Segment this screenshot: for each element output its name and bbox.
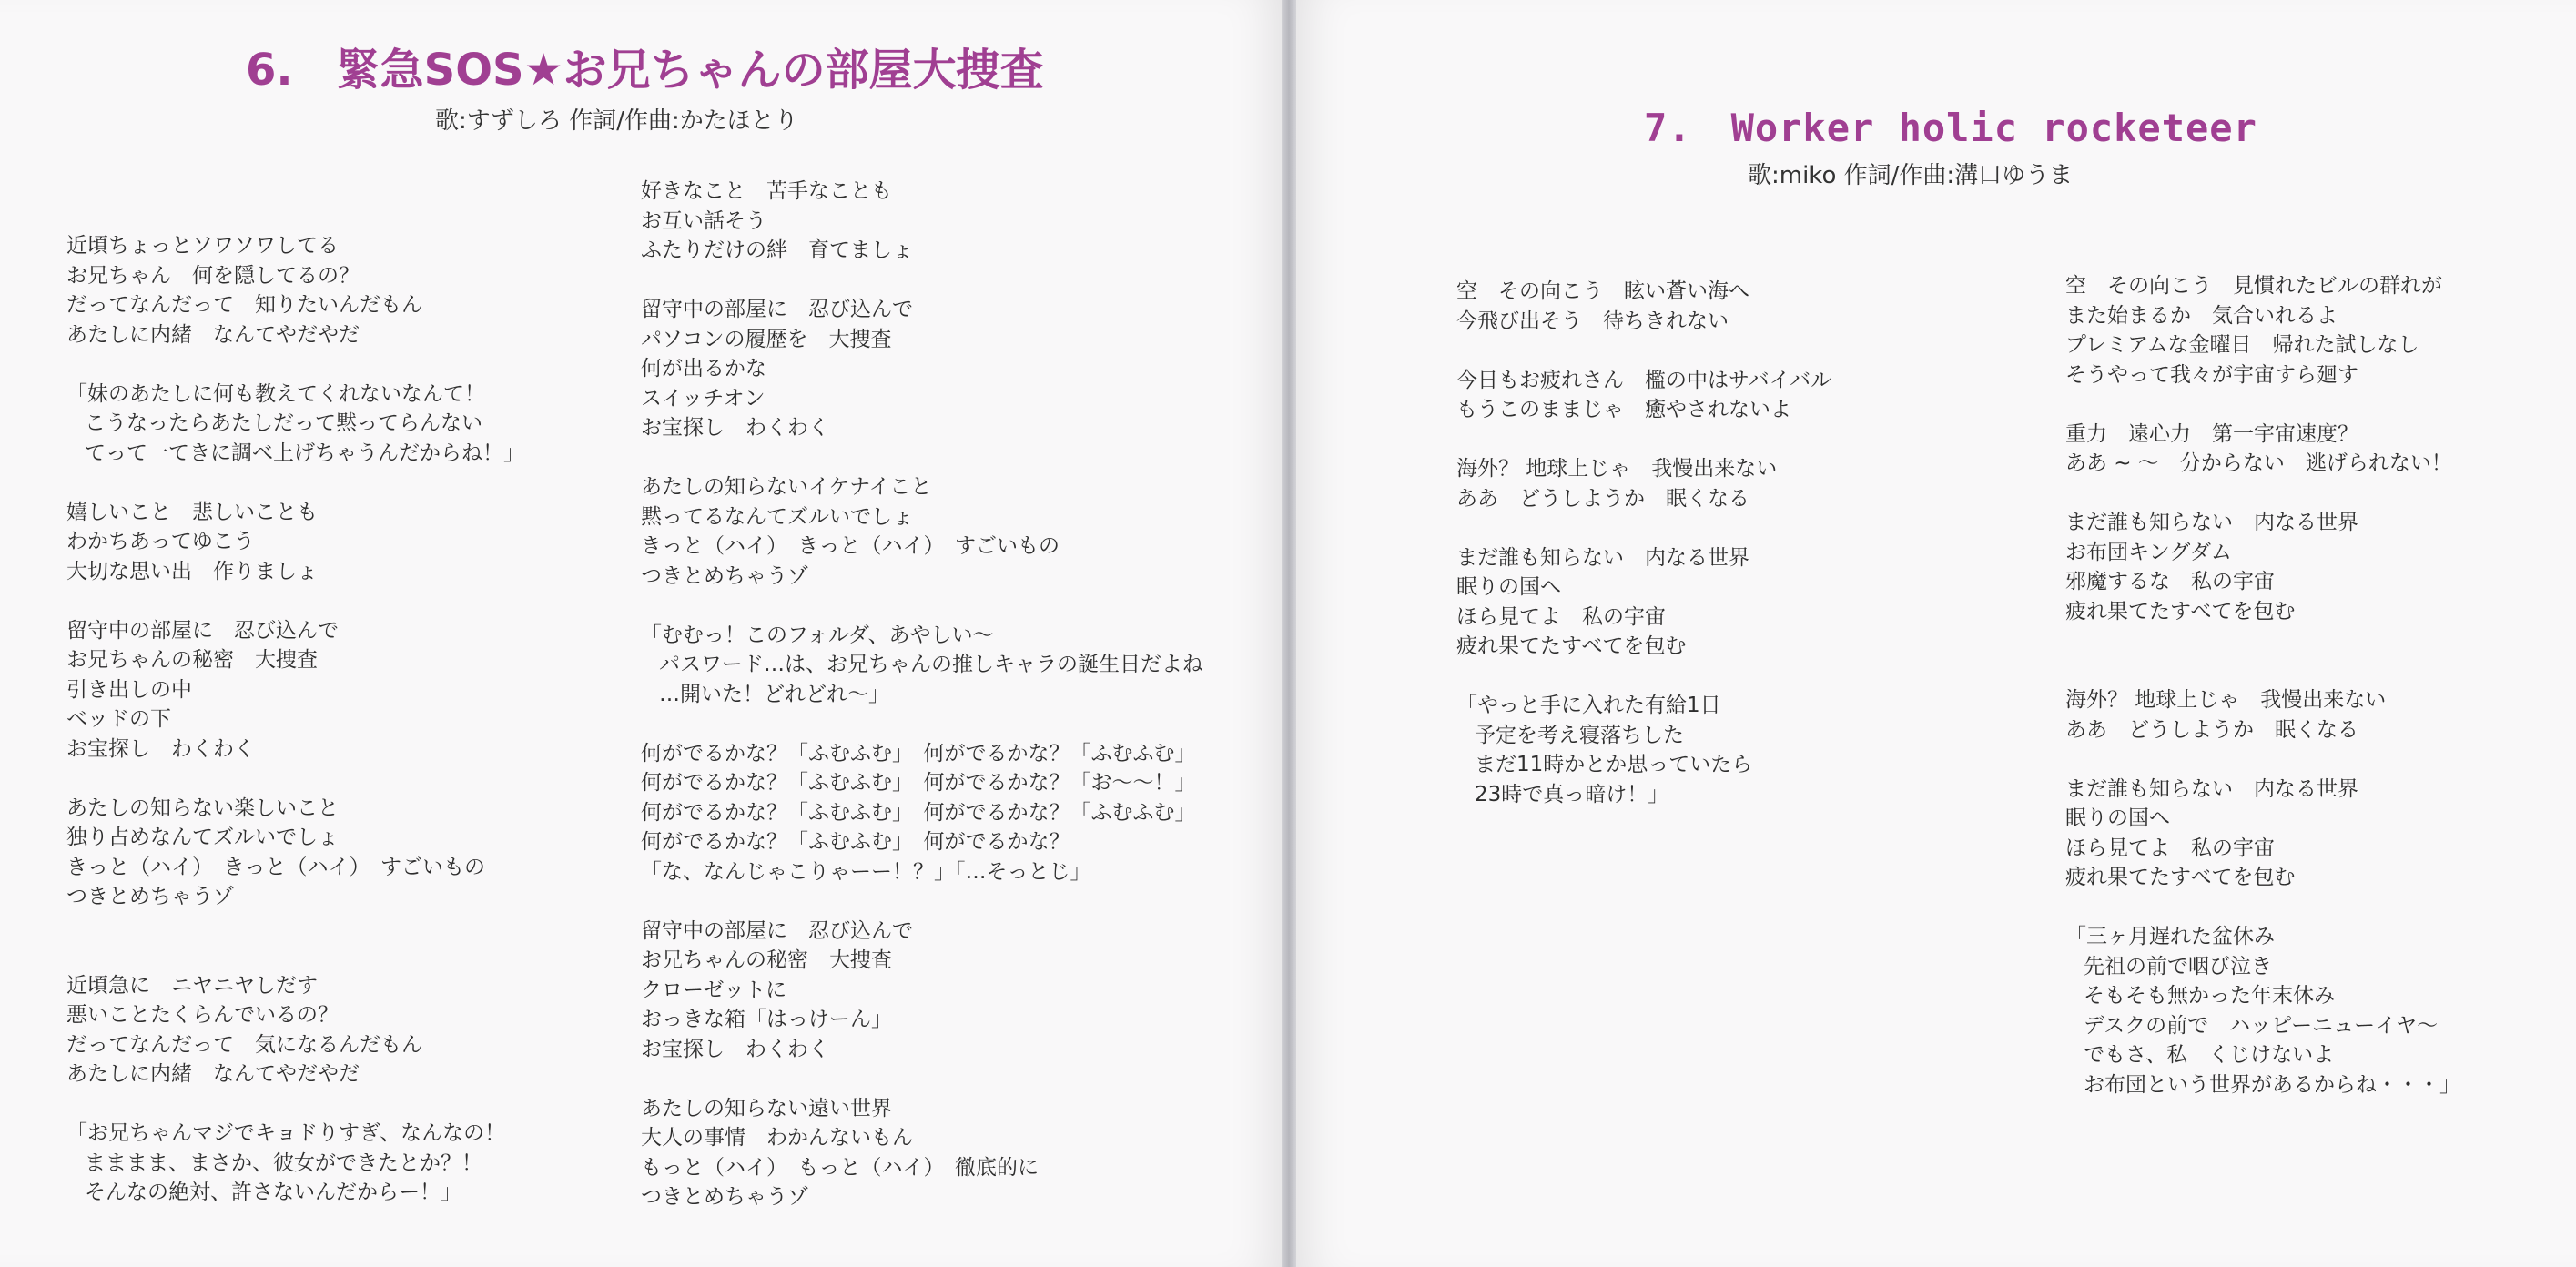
lyric-line: あたしの知らない遠い世界 [641, 1096, 892, 1120]
lyric-stanza [66, 1119, 524, 1208]
lyric-line: 近頃ちょっとソワソワしてる [66, 234, 339, 258]
lyric-line: 眠りの国へ [2065, 806, 2170, 830]
lyric-line: 嬉しいこと 悲しいことも [66, 500, 318, 524]
lyric-line: もっと（ハイ） もっと（ハイ） 徹底的に [641, 1155, 1039, 1180]
lyric-line: 好きなこと 苦手なことも [641, 179, 892, 203]
lyric-line: つきとめちゃうゾ [66, 885, 234, 908]
lyric-line: まだ11時かとか思っていたら [1475, 753, 1753, 776]
song-7-lyrics-column-1 [1456, 277, 1831, 809]
lyric-line: パスワード…は、お兄ちゃんの推しキャラの誕生日だよね [659, 653, 1203, 676]
lyric-line: 何がでるかな？「ふむふむ」 何がでるかな？ [641, 830, 1070, 854]
lyric-line: お宝探し わくわく [66, 736, 255, 761]
lyric-line: てって一てきに調べ上げちゃうんだからね！」 [85, 441, 524, 465]
lyric-line: 大人の事情 わかんないもん [641, 1126, 913, 1150]
lyric-line: まだ誰も知らない 内なる世界 [2065, 511, 2358, 534]
lyric-line: 何がでるかな？「ふむふむ」 何がでるかな？「ふむふむ」 [641, 741, 1196, 765]
lyric-line: 近頃急に ニヤニヤしだす [66, 973, 318, 998]
lyric-line: もうこのままじゃ 癒やされないよ [1456, 398, 1791, 421]
lyric-line: あたしに内緒 なんてやだやだ [66, 322, 360, 347]
lyric-stanza [2065, 508, 2460, 626]
lyric-line: クローゼットに [641, 978, 787, 1002]
right-page [1296, 0, 2576, 1267]
song-7-title: 7. Worker holic rocketeer [1644, 106, 2257, 150]
lyric-line: ああ ~ ～ 分からない 逃げられない！ [2065, 451, 2452, 475]
lyric-line: 疲れ果てたすべてを包む [1456, 634, 1687, 658]
lyric-line: プレミアムな金曜日 帰れた試しなし [2065, 333, 2419, 357]
lyric-line: つきとめちゃうゾ [641, 563, 808, 588]
lyric-stanza [2065, 922, 2460, 1100]
lyric-line: 空 その向こう 眩い蒼い海へ [1456, 279, 1749, 303]
lyric-line: お宝探し わくわく [641, 1037, 829, 1061]
lyric-line: ほら見てよ 私の宇宙 [2065, 836, 2275, 860]
lyric-line: 留守中の部屋に 忍び込んで [641, 918, 913, 943]
lyric-line: 留守中の部屋に 忍び込んで [641, 298, 913, 321]
lyric-line: まままま、まさか、彼女ができたとか？！ [85, 1150, 482, 1175]
lyric-line: パソコンの履歴を 大捜査 [641, 327, 892, 351]
song-6-title: 6. 緊急SOS★お兄ちゃんの部屋大捜査 [246, 45, 1044, 96]
song-6-credit: 歌:すずしろ 作詞/作曲:かたほとり [435, 107, 798, 135]
lyric-stanza [1456, 277, 1831, 336]
lyric-line: お布団という世界があるからね・・・」 [2084, 1072, 2460, 1097]
lyric-line: 邪魔するな 私の宇宙 [2065, 570, 2275, 593]
lyric-line: 眠りの国へ [1456, 575, 1561, 599]
lyric-stanza [641, 1094, 1203, 1212]
lyric-line: 「三ヶ月遅れた盆休み [2065, 925, 2275, 948]
lyric-line: あたしに内緒 なんてやだやだ [66, 1062, 360, 1086]
lyric-stanza [66, 498, 524, 587]
lyric-stanza [1456, 366, 1831, 425]
lyric-stanza [66, 380, 524, 469]
lyric-line: 大切な思い出 作りましょ [66, 559, 318, 583]
lyric-line: こうなったらあたしだって黙ってらんない [85, 411, 482, 435]
lyric-line: きっと（ハイ） きっと（ハイ） すごいもの [641, 534, 1060, 558]
lyric-line: スイッチオン [641, 386, 766, 411]
lyric-line: 海外？ 地球上じゃ 我慢出来ない [1456, 457, 1778, 481]
lyric-line: まだ誰も知らない 内なる世界 [1456, 545, 1749, 570]
lyric-line: 何が出るかな [641, 357, 766, 380]
lyric-line: 黙ってるなんてズルいでしょ [641, 504, 913, 529]
lyric-line: 「な、なんじゃこりゃーー！？」「…そっとじ」 [641, 859, 1091, 884]
lyric-line: ああ どうしようか 眠くなる [2065, 717, 2358, 742]
lyric-line: きっと（ハイ） きっと（ハイ） すごいもの [66, 855, 485, 879]
lyric-line: 今飛び出そう 待ちきれない [1456, 309, 1729, 333]
lyric-stanza [66, 971, 524, 1090]
lyric-line: 引き出しの中 [66, 677, 192, 702]
lyric-stanza [2065, 775, 2460, 893]
lyric-line: お兄ちゃん 何を隠してるの？ [66, 263, 360, 288]
lyric-stanza [1456, 543, 1831, 662]
lyric-line: まだ誰も知らない 内なる世界 [2065, 776, 2358, 801]
song-6-lyrics-column-2 [641, 177, 1203, 1212]
lyric-line: あたしの知らない楽しいこと [66, 796, 339, 820]
lyric-line: ベッドの下 [66, 707, 171, 731]
lyric-stanza [1456, 691, 1831, 809]
lyric-line: ほら見てよ 私の宇宙 [1456, 604, 1666, 629]
lyric-line: だってなんだって 知りたいんだもん [66, 293, 422, 317]
lyric-line: お布団キングダム [2065, 540, 2232, 564]
lyric-line: だってなんだって 気になるんだもん [66, 1032, 422, 1057]
lyric-line: つきとめちゃうゾ [641, 1185, 808, 1209]
lyric-line: そもそも無かった年末休み [2084, 984, 2335, 1008]
lyric-line: お互い話そう [641, 208, 766, 233]
lyric-line: …開いた！どれどれ～」 [659, 682, 889, 706]
lyric-stanza [1456, 454, 1831, 513]
lyric-stanza [641, 621, 1203, 710]
lyric-line: 23時で真っ暗け！」 [1475, 782, 1669, 806]
lyric-stanza [641, 917, 1203, 1065]
lyric-line: 「やっと手に入れた有給1日 [1456, 694, 1721, 717]
lyric-stanza [2065, 420, 2460, 479]
lyric-line: そんなの絶対、許さないんだからー！」 [85, 1181, 461, 1204]
lyric-line: また始まるか 気合いれるよ [2065, 303, 2338, 328]
lyric-stanza [641, 177, 1203, 266]
lyric-line: そうやって我々が宇宙すら廻す [2065, 362, 2358, 387]
lyric-line: 何がでるかな？「ふむふむ」 何がでるかな？「お～～！」 [641, 771, 1196, 795]
lyric-stanza [66, 616, 524, 765]
lyric-line: お兄ちゃんの秘密 大捜査 [641, 948, 892, 972]
lyric-line: 海外？ 地球上じゃ 我慢出来ない [2065, 688, 2387, 712]
lyric-stanza [2065, 271, 2460, 390]
lyric-line: 留守中の部屋に 忍び込んで [66, 618, 339, 643]
lyric-stanza [2065, 685, 2460, 745]
lyric-stanza [641, 472, 1203, 591]
lyric-line: 空 その向こう 見慣れたビルの群れが [2065, 274, 2442, 298]
song-7-credit: 歌:miko 作詞/作曲:溝口ゆうま [1748, 162, 2074, 189]
song-7-lyrics-column-2 [2065, 271, 2460, 1100]
lyric-line: でもさ、私 くじけないよ [2084, 1043, 2335, 1067]
lyric-line: 疲れ果てたすべてを包む [2065, 599, 2296, 623]
lyric-line: 「妹のあたしに何も教えてくれないなんて！ [66, 381, 485, 406]
lyric-line: あたしの知らないイケナイこと [641, 475, 932, 499]
lyric-line: 何がでるかな？「ふむふむ」 何がでるかな？「ふむふむ」 [641, 800, 1196, 825]
lyric-line: お兄ちゃんの秘密 大捜査 [66, 648, 318, 672]
lyric-line: 悪いことたくらんでいるの？ [66, 1003, 339, 1027]
lyric-line: 今日もお疲れさん 檻の中はサバイバル [1456, 368, 1832, 392]
lyric-line: わかちあってゆこう [66, 530, 255, 553]
lyric-line: 予定を考え寝落ちした [1475, 723, 1684, 747]
lyric-stanza [641, 295, 1203, 443]
lyric-line: 先祖の前で咽び泣き [2084, 954, 2272, 978]
lyric-line: ふたりだけの絆 育てましょ [641, 238, 913, 262]
lyric-line: ああ どうしようか 眠くなる [1456, 486, 1749, 511]
lyric-line: 「むむっ！このフォルダ、あやしい～ [641, 623, 994, 647]
lyric-line: 「お兄ちゃんマジでキョドりすぎ、なんなの！ [66, 1121, 506, 1145]
lyric-line: デスクの前で ハッピーニューイヤ～ [2084, 1013, 2439, 1038]
lyric-line: おっきな箱「はっけーん」 [641, 1008, 892, 1031]
lyric-stanza [66, 231, 524, 350]
lyric-stanza [66, 794, 524, 912]
lyric-line: 疲れ果てたすべてを包む [2065, 866, 2296, 889]
left-page [0, 0, 1282, 1267]
lyric-stanza [641, 739, 1203, 887]
lyric-line: お宝探し わくわく [641, 416, 829, 440]
lyric-line: 独り占めなんてズルいでしょ [66, 826, 339, 849]
book-spine [1282, 0, 1296, 1267]
song-6-lyrics-column-1 [66, 231, 524, 1208]
lyric-line: 重力 遠心力 第一宇宙速度？ [2065, 421, 2358, 446]
